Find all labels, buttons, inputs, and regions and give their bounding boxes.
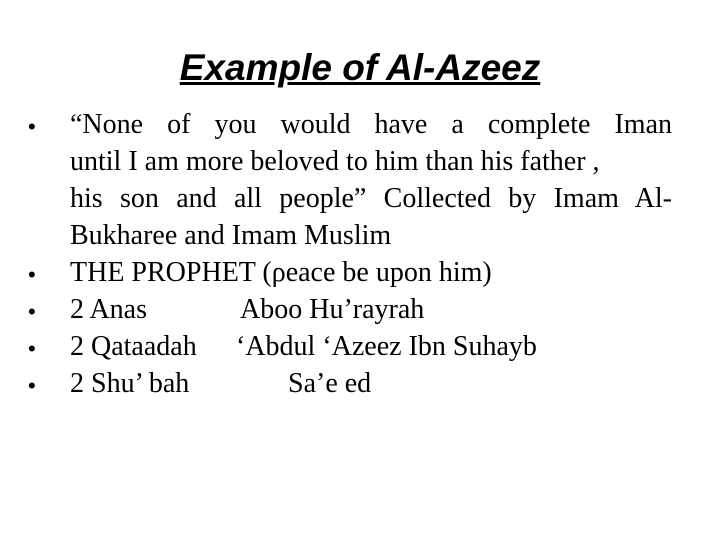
bullet-quote — [28, 106, 688, 254]
chain-left: 2 Anas — [70, 294, 147, 325]
bullet-chain-row — [28, 328, 688, 365]
bullet-icon: • — [28, 336, 36, 361]
bullet-chain-row — [28, 291, 688, 328]
bullet-chain-row — [28, 365, 688, 402]
chain-right: Sa’e ed — [288, 368, 372, 399]
chain-right: ‘Abdul ‘Azeez Ibn Suhayb — [236, 331, 537, 362]
bullet-icon: • — [28, 114, 36, 139]
bullet-icon: • — [28, 262, 36, 287]
quote-text — [70, 106, 672, 254]
bullet-prophet — [28, 254, 688, 291]
quote-line: his son and all people” Collected by Imam Al- — [70, 183, 672, 214]
bullet-icon: • — [28, 299, 36, 324]
chain-left: 2 Qataadah — [70, 331, 197, 362]
chain-left: 2 Shu’ bah — [70, 368, 190, 399]
bullet-list — [28, 106, 688, 402]
slide-title: Example of Al-Azeez — [179, 47, 541, 88]
prophet-text: THE PROPHET (ρeace be upon him) — [70, 257, 492, 288]
bullet-icon: • — [28, 373, 36, 398]
quote-line: “None of you would have a complete Iman — [70, 109, 672, 140]
quote-line: until I am more beloved to him than his father , — [70, 146, 600, 177]
chain-right: Aboo Hu’rayrah — [240, 294, 425, 325]
quote-line: Bukharee and Imam Muslim — [70, 220, 392, 251]
